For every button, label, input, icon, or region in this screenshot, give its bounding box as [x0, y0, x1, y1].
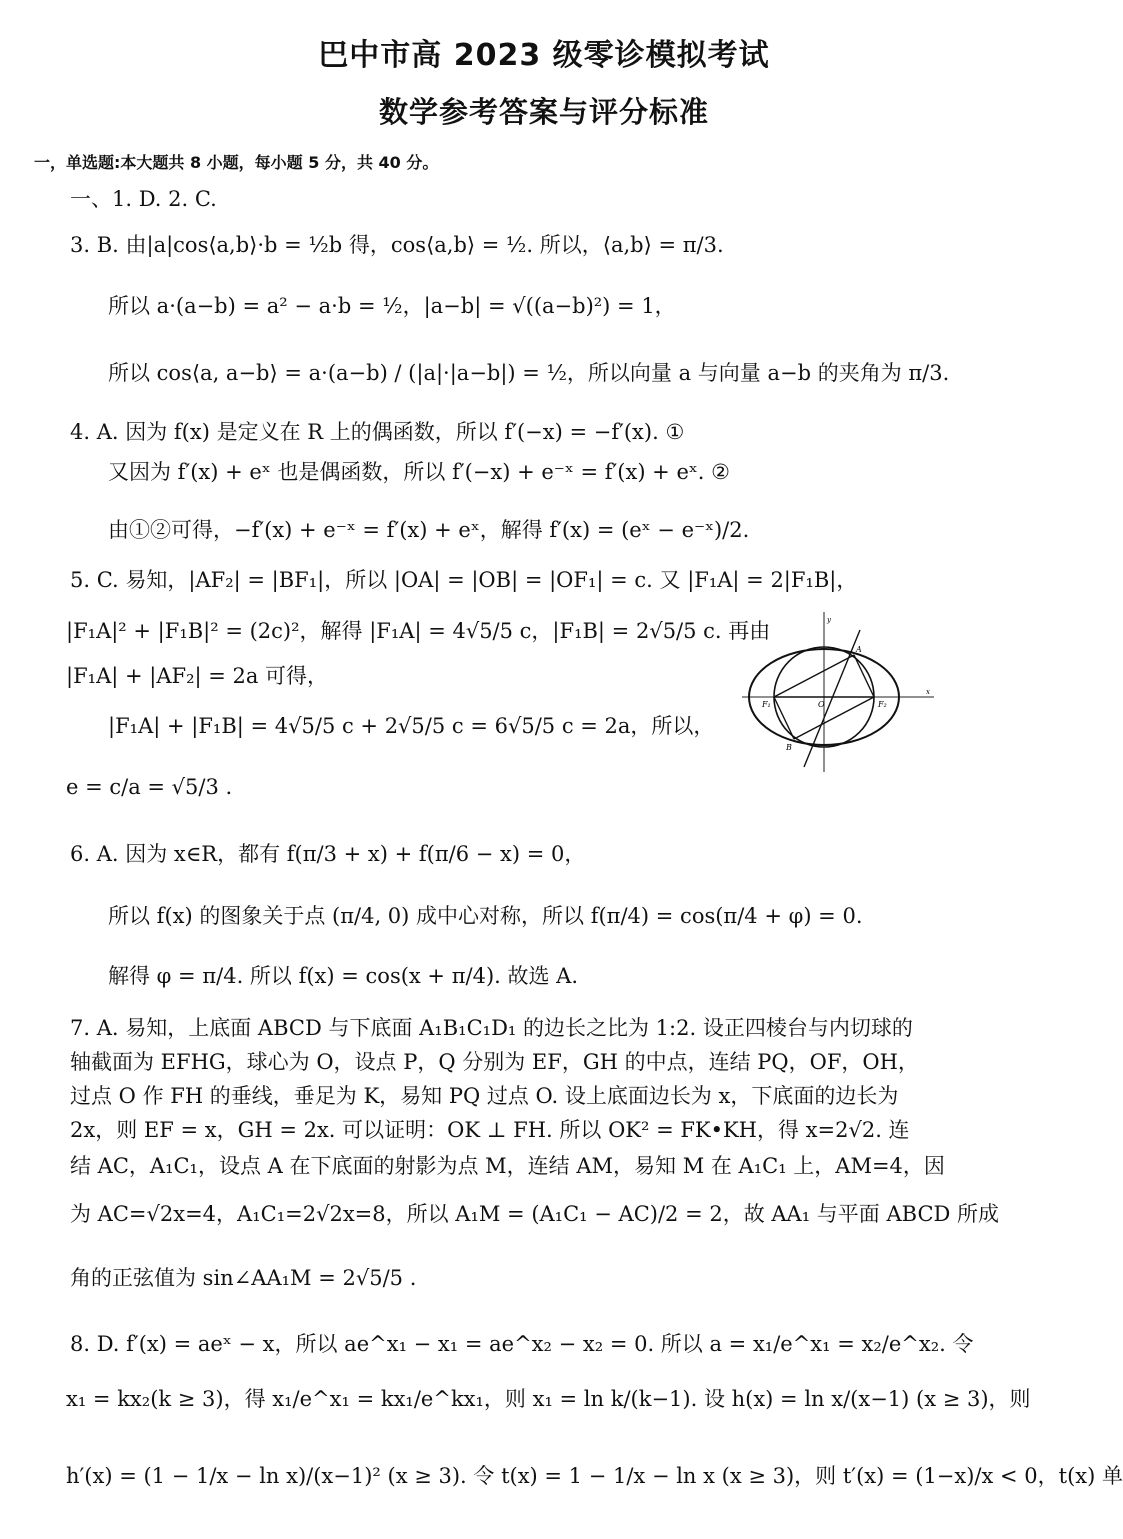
answer-line-5e: e = c/a = √5/3 .: [66, 775, 233, 799]
answer-line-7g: 角的正弦值为 sin∠AA₁M = 2√5/5 .: [70, 1266, 417, 1290]
page-title: 巴中市高 2023 级零诊模拟考试: [318, 38, 770, 73]
answer-line-5: 5. C. 易知，|AF₂| = |BF₁|，所以 |OA| = |OB| = |OF₁| = c. 又 |F₁A| = 2|F₁B|，: [70, 568, 858, 592]
answer-line-4b: 又因为 f′(x) + eˣ 也是偶函数，所以 f′(−x) + e⁻ˣ = f′(x) + eˣ. ②: [108, 460, 730, 484]
answer-line-7e: 结 AC，A₁C₁，设点 A 在下底面的射影为点 M，连结 AM，易知 M 在 A₁C₁ 上，AM=4，因: [70, 1154, 945, 1178]
label-f1: F₁: [762, 700, 771, 709]
answer-line-7d: 2x，则 EF = x，GH = 2x. 可以证明：OK ⊥ FH. 所以 OK² = FK•KH，得 x=2√2. 连: [70, 1118, 910, 1142]
answer-line-6c: 解得 φ = π/4. 所以 f(x) = cos(x + π/4). 故选 A.: [108, 964, 578, 988]
answer-line-4c: 由①②可得，−f′(x) + e⁻ˣ = f′(x) + eˣ，解得 f′(x) = (eˣ − e⁻ˣ)/2.: [108, 518, 750, 542]
label-f2: F₂: [878, 700, 887, 709]
answer-line-4: 4. A. 因为 f(x) 是定义在 R 上的偶函数，所以 f′(−x) = −f′(x). ①: [70, 420, 685, 444]
page-subtitle: 数学参考答案与评分标准: [378, 95, 709, 129]
label-b: B: [786, 743, 792, 752]
answer-line-8c: h′(x) = (1 − 1/x − ln x)/(x−1)² (x ≥ 3). 令 t(x) = 1 − 1/x − ln x (x ≥ 3)，则 t′(x) = (1−x)/x < 0，t(x) 单: [66, 1464, 1123, 1488]
answer-line-7b: 轴截面为 EFHG，球心为 O，设点 P，Q 分别为 EF，GH 的中点，连结 PQ，OF，OH，: [70, 1050, 919, 1074]
answer-line-6b: 所以 f(x) 的图象关于点 (π/4, 0) 成中心对称，所以 f(π/4) = cos(π/4 + φ) = 0.: [108, 904, 863, 928]
answer-line-5c: |F₁A| + |AF₂| = 2a 可得，: [66, 664, 329, 688]
answer-line-3b: 所以 a·(a−b) = a² − a·b = ½，|a−b| = √((a−b)²) = 1，: [108, 294, 676, 318]
label-a: A: [856, 645, 862, 654]
answer-line-8: 8. D. f′(x) = aeˣ − x，所以 ae^x₁ − x₁ = ae^x₂ − x₂ = 0. 所以 a = x₁/e^x₁ = x₂/e^x₂. 令: [70, 1332, 974, 1356]
answer-line-6: 6. A. 因为 x∈R，都有 f(π/3 + x) + f(π/6 − x) = 0，: [70, 842, 586, 866]
label-y-axis: y: [827, 616, 831, 624]
label-x-axis: x: [926, 688, 930, 696]
answer-line-5d: |F₁A| + |F₁B| = 4√5/5 c + 2√5/5 c = 6√5/5 c = 2a，所以，: [108, 714, 715, 738]
answer-line-7f: 为 AC=√2x=4，A₁C₁=2√2x=8，所以 A₁M = (A₁C₁ − AC)/2 = 2，故 AA₁ 与平面 ABCD 所成: [70, 1202, 1000, 1226]
answer-line-7c: 过点 O 作 FH 的垂线，垂足为 K，易知 PQ 过点 O. 设上底面边长为 x，下底面的边长为: [70, 1084, 899, 1108]
answer-line-7: 7. A. 易知，上底面 ABCD 与下底面 A₁B₁C₁D₁ 的边长之比为 1:2. 设正四棱台与内切球的: [70, 1016, 913, 1040]
answer-line-1-2: 一、1. D. 2. C.: [70, 187, 217, 211]
ellipse-diagram: [742, 612, 937, 772]
answer-line-8b: x₁ = kx₂(k ≥ 3)，得 x₁/e^x₁ = kx₁/e^kx₁，则 x₁ = ln k/(k−1). 设 h(x) = ln x/(x−1) (x ≥ 3)，则: [66, 1387, 1031, 1411]
answer-line-3c: 所以 cos⟨a, a−b⟩ = a·(a−b) / (|a|·|a−b|) = ½，所以向量 a 与向量 a−b 的夹角为 π/3.: [108, 361, 950, 385]
answer-line-5b: |F₁A|² + |F₁B|² = (2c)²，解得 |F₁A| = 4√5/5 c，|F₁B| = 2√5/5 c. 再由: [66, 619, 771, 643]
section-heading: 一，单选题:本大题共 8 小题，每小题 5 分，共 40 分。: [34, 153, 439, 172]
answer-line-3: 3. B. 由|a|cos⟨a,b⟩·b = ½b 得，cos⟨a,b⟩ = ½. 所以，⟨a,b⟩ = π/3.: [70, 233, 724, 257]
label-o: O: [818, 700, 825, 709]
